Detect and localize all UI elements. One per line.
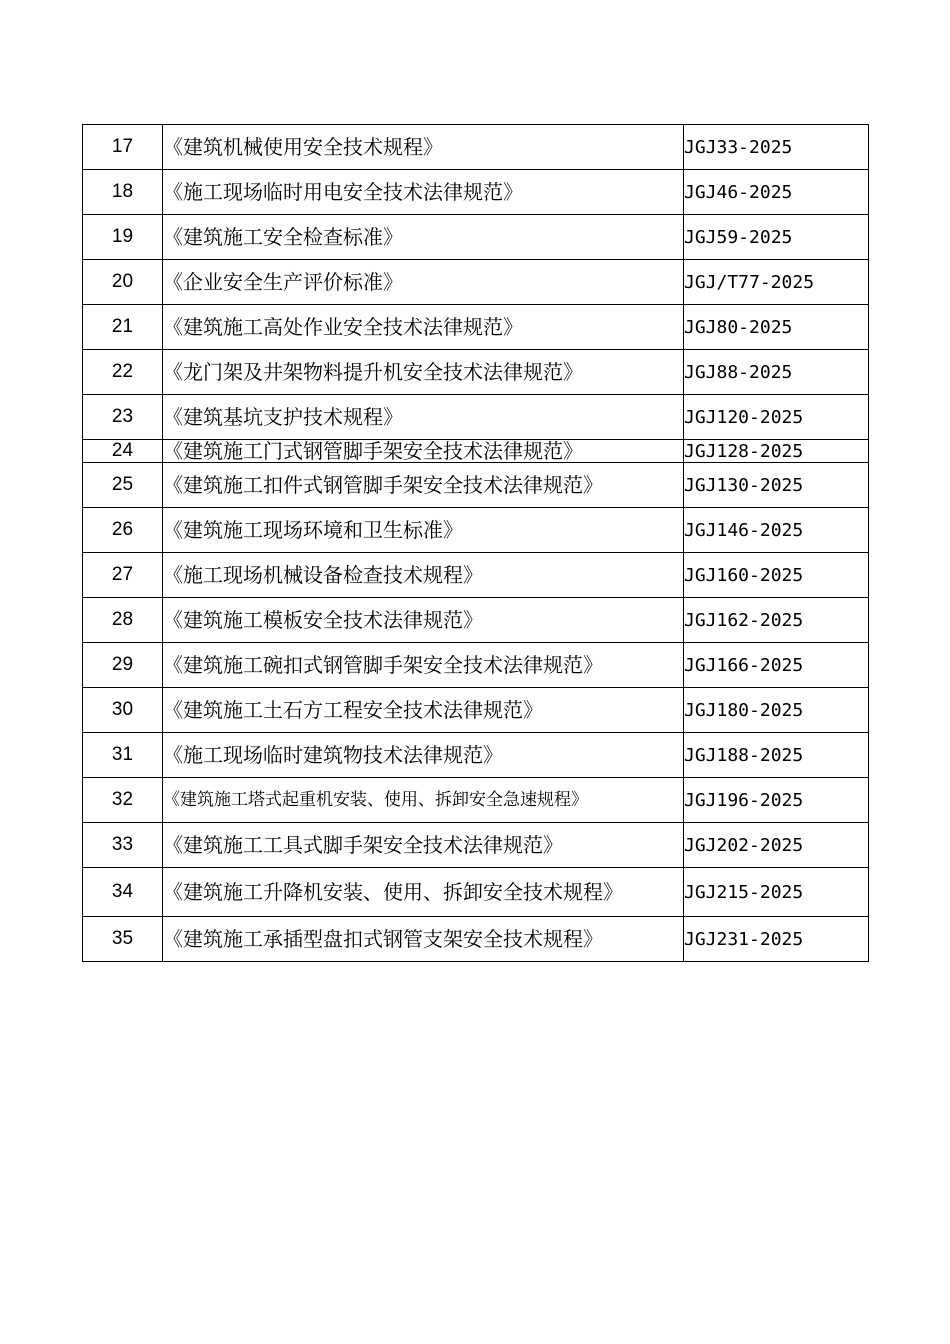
standard-name: 《建筑基坑支护技术规程》 <box>163 395 684 440</box>
table-row <box>83 733 869 778</box>
row-number: 33 <box>83 823 163 868</box>
row-number: 17 <box>83 125 163 170</box>
standard-code: JGJ146-2025 <box>684 508 869 553</box>
table-row <box>83 125 869 170</box>
row-number: 27 <box>83 553 163 598</box>
standard-code: JGJ33-2025 <box>684 125 869 170</box>
standard-code: JGJ120-2025 <box>684 395 869 440</box>
standard-name: 《企业安全生产评价标准》 <box>163 260 684 305</box>
row-number: 32 <box>83 778 163 823</box>
standard-name: 《建筑施工工具式脚手架安全技术法律规范》 <box>163 823 684 868</box>
standard-code: JGJ59-2025 <box>684 215 869 260</box>
table-row <box>83 917 869 962</box>
standard-code: JGJ196-2025 <box>684 778 869 823</box>
table-row <box>83 215 869 260</box>
row-number: 20 <box>83 260 163 305</box>
standard-code: JGJ180-2025 <box>684 688 869 733</box>
standard-name: 《施工现场机械设备检查技术规程》 <box>163 553 684 598</box>
standard-name: 《施工现场临时建筑物技术法律规范》 <box>163 733 684 778</box>
standard-name: 《建筑施工安全检查标准》 <box>163 215 684 260</box>
standard-name: 《建筑施工门式钢管脚手架安全技术法律规范》 <box>163 440 684 463</box>
table-row <box>83 170 869 215</box>
row-number: 21 <box>83 305 163 350</box>
standard-code: JGJ166-2025 <box>684 643 869 688</box>
row-number: 23 <box>83 395 163 440</box>
standard-name: 《施工现场临时用电安全技术法律规范》 <box>163 170 684 215</box>
row-number: 25 <box>83 463 163 508</box>
standard-code: JGJ/T77-2025 <box>684 260 869 305</box>
table-row <box>83 508 869 553</box>
table-row <box>83 440 869 463</box>
standard-code: JGJ80-2025 <box>684 305 869 350</box>
table-row <box>83 395 869 440</box>
table-row <box>83 823 869 868</box>
standard-code: JGJ231-2025 <box>684 917 869 962</box>
standard-code: JGJ130-2025 <box>684 463 869 508</box>
table-row <box>83 688 869 733</box>
standard-name: 《建筑施工高处作业安全技术法律规范》 <box>163 305 684 350</box>
standard-code: JGJ160-2025 <box>684 553 869 598</box>
row-number: 19 <box>83 215 163 260</box>
standard-code: JGJ188-2025 <box>684 733 869 778</box>
row-number: 18 <box>83 170 163 215</box>
table-row <box>83 778 869 823</box>
standard-name: 《建筑施工碗扣式钢管脚手架安全技术法律规范》 <box>163 643 684 688</box>
table-row <box>83 643 869 688</box>
table-row <box>83 868 869 917</box>
table-row <box>83 553 869 598</box>
standard-code: JGJ202-2025 <box>684 823 869 868</box>
row-number: 26 <box>83 508 163 553</box>
table-row <box>83 598 869 643</box>
row-number: 35 <box>83 917 163 962</box>
standard-code: JGJ215-2025 <box>684 868 869 917</box>
row-number: 24 <box>83 440 163 463</box>
standard-name: 《建筑施工扣件式钢管脚手架安全技术法律规范》 <box>163 463 684 508</box>
standard-code: JGJ46-2025 <box>684 170 869 215</box>
row-number: 30 <box>83 688 163 733</box>
standard-name: 《建筑施工现场环境和卫生标准》 <box>163 508 684 553</box>
standard-code: JGJ88-2025 <box>684 350 869 395</box>
standard-name: 《建筑机械使用安全技术规程》 <box>163 125 684 170</box>
row-number: 31 <box>83 733 163 778</box>
standards-table <box>82 124 869 962</box>
standard-code: JGJ162-2025 <box>684 598 869 643</box>
standard-name: 《建筑施工土石方工程安全技术法律规范》 <box>163 688 684 733</box>
standard-name: 《建筑施工塔式起重机安装、使用、拆卸安全急速规程》 <box>163 778 684 823</box>
standard-name: 《建筑施工升降机安装、使用、拆卸安全技术规程》 <box>163 868 684 917</box>
table-row <box>83 305 869 350</box>
standard-name: 《龙门架及井架物料提升机安全技术法律规范》 <box>163 350 684 395</box>
table-row <box>83 463 869 508</box>
table-row <box>83 260 869 305</box>
row-number: 22 <box>83 350 163 395</box>
row-number: 28 <box>83 598 163 643</box>
row-number: 29 <box>83 643 163 688</box>
table-row <box>83 350 869 395</box>
standard-name: 《建筑施工模板安全技术法律规范》 <box>163 598 684 643</box>
standard-name: 《建筑施工承插型盘扣式钢管支架安全技术规程》 <box>163 917 684 962</box>
row-number: 34 <box>83 868 163 917</box>
standard-code: JGJ128-2025 <box>684 440 869 463</box>
